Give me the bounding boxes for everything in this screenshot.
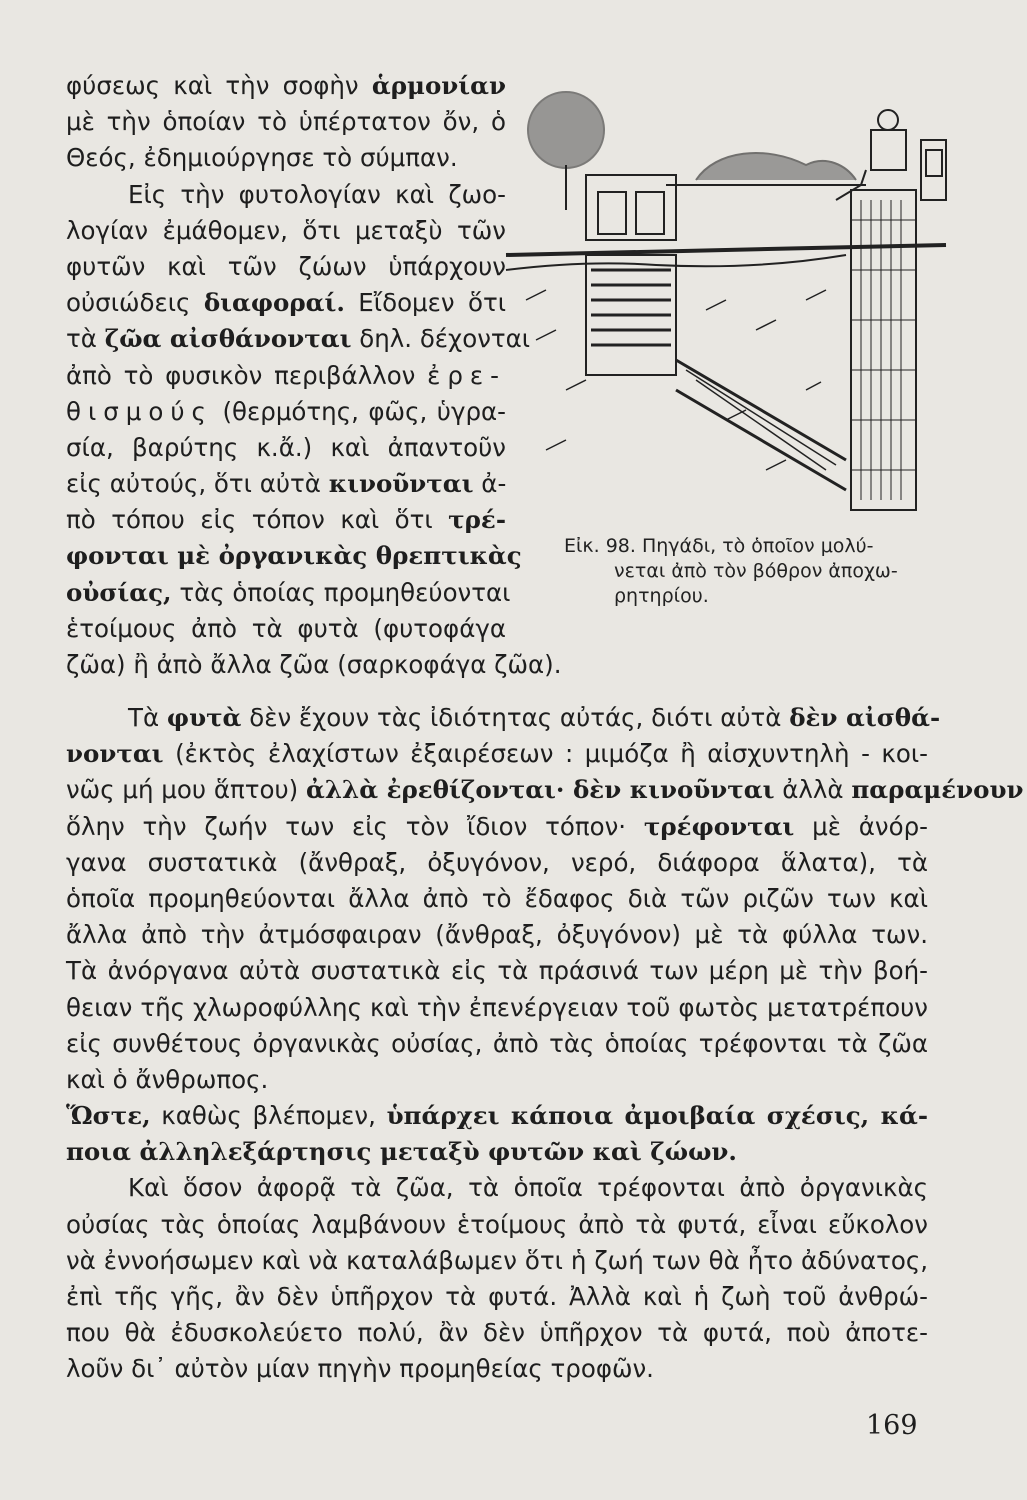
text-line [66, 736, 928, 772]
text-line [66, 953, 928, 989]
bold-text: παραμένουν [851, 775, 1024, 805]
text-line [66, 213, 506, 249]
text-run: οὐσιώδεις [66, 288, 204, 318]
bold-text: ὑπάρχει κάποια ἀμοιβαία σχέσις, κά- [386, 1101, 928, 1131]
text-run: ἀπὸ τὸ φυσικὸν περιβάλλον [66, 360, 428, 390]
text-line [66, 466, 506, 502]
bold-text: Ὥστε, [66, 1101, 151, 1131]
spaced-text: ἐρε- [427, 360, 506, 390]
bold-text: νονται [66, 739, 164, 769]
bold-text: ποια ἀλληλεξάρτησις μεταξὺ φυτῶν καὶ ζώων. [66, 1137, 737, 1167]
text-run: γανα συστατικὰ (ἄνθραξ, ὀξυγόνον, νερό, διάφορα ἅλατα), τὰ [66, 847, 928, 877]
text-line [66, 990, 928, 1026]
text-run: Τὰ ἀνόργανα αὐτὰ συστατικὰ εἰς τὰ πράσινά των μέρη μὲ τὴν βοή- [66, 956, 928, 986]
text-run: δὲν ἔχουν τὰς ἰδιότητας αὐτάς, διότι αὐτὰ [241, 703, 790, 732]
bold-text: δὲν αἰσθά- [789, 703, 941, 732]
text-run: ἀλλὰ [774, 775, 852, 805]
figure-well-cesspit-illustration [506, 70, 946, 520]
figure-caption [564, 534, 934, 609]
text-run: ἐπὶ τῆς γῆς, ἂν δὲν ὑπῆρχον τὰ φυτά. Ἀλλὰ καὶ ἡ ζωὴ τοῦ ἀνθρώ- [66, 1282, 928, 1311]
text-run: εἰς αὐτούς, ὅτι αὐτὰ [66, 469, 329, 499]
text-run: ἑτοίμους ἀπὸ τὰ φυτὰ (φυτοφάγα [66, 613, 506, 643]
text-line [66, 647, 562, 683]
text-run: σία, βαρύτης κ.ἄ.) καὶ ἀπαντοῦν [66, 432, 506, 462]
text-line [66, 430, 506, 466]
text-line [66, 1207, 928, 1243]
text-run: Θεός, ἐδημιούργησε τὸ σύμπαν. [66, 143, 458, 173]
bold-text: τρέ- [448, 505, 506, 535]
text-line [66, 68, 506, 104]
text-run: νὰ ἐννοήσωμεν καὶ νὰ καταλάβωμεν ὅτι ἡ ζωή των θὰ ἦτο ἀδύνατος, [66, 1245, 928, 1275]
text-line [66, 1170, 928, 1206]
text-line [66, 394, 506, 430]
caption-line: Εἰκ. 98. Πηγάδι, τὸ ὁποῖον μολύ- [564, 535, 874, 557]
text-line [66, 1026, 928, 1062]
bold-text: ἁρμονίαν [371, 71, 506, 100]
bold-text: διαφοραί. [203, 288, 345, 318]
text-line [66, 1134, 928, 1170]
text-line [66, 538, 522, 574]
text-column [66, 68, 562, 683]
text-run: νῶς μή μου ἅπτου) [66, 775, 306, 805]
text-run: Εἰς τὴν φυτολογίαν καὶ ζωο- [128, 179, 506, 209]
bold-text: τρέφονται [643, 811, 795, 841]
text-line [66, 358, 506, 394]
text-run: ἀ- [473, 469, 507, 499]
text-line [66, 177, 506, 213]
text-line [66, 575, 511, 611]
text-run: Καὶ ὅσον ἀφορᾷ τὰ ζῶα, τὰ ὁποῖα τρέφονται ἀπὸ ὀργανικὰς [128, 1173, 928, 1203]
text-line [66, 1315, 928, 1351]
text-line [66, 1279, 928, 1315]
bold-text: οὐσίας, [66, 577, 172, 607]
text-run: ὅλην τὴν ζωήν των εἰς τὸν ἴδιον τόπον· [66, 811, 644, 841]
text-line [66, 249, 506, 285]
text-line [66, 772, 1024, 808]
text-line [66, 881, 928, 917]
text-run: φύσεως καὶ τὴν σοφὴν [66, 71, 372, 100]
text-run: Τὰ [128, 703, 167, 732]
text-run: που θὰ ἐδυσκολεύετο πολύ, ἂν δὲν ὑπῆρχον τὰ φυτά, ποὺ ἀποτε- [66, 1318, 928, 1348]
text-line [66, 1098, 928, 1134]
bold-text: ζῶα αἰσθάνονται [104, 324, 352, 354]
text-line [66, 917, 928, 953]
text-run: ζῶα) ἢ ἀπὸ ἄλλα ζῶα (σαρκοφάγα ζῶα). [66, 650, 562, 679]
bold-text: ἀλλὰ ἐρεθίζονται· δὲν κινοῦνται [305, 775, 775, 805]
text-run: λογίαν ἐμάθομεν, ὅτι μεταξὺ τῶν [66, 215, 506, 245]
page-number: 169 [866, 1410, 918, 1441]
text-line [66, 502, 506, 538]
text-line [66, 285, 506, 321]
text-run: θειαν τῆς χλωροφύλλης καὶ τὴν ἐπενέργειαν τοῦ φωτὸς μετατρέπουν [66, 992, 928, 1022]
text-run: φυτῶν καὶ τῶν ζώων ὑπάρχουν [66, 251, 506, 281]
text-run: καὶ ὁ ἄνθρωπος. [66, 1064, 269, 1094]
caption-line: ρητηρίου. [614, 585, 709, 607]
text-line [66, 700, 941, 736]
text-run: ἄλλα ἀπὸ τὴν ἀτμόσφαιραν (ἄνθραξ, ὀξυγόνον) μὲ τὰ φύλλα των. [66, 920, 928, 950]
text-run: οὐσίας τὰς ὁποίας λαμβάνουν ἑτοίμους ἀπὸ τὰ φυτά, εἶναι εὔκολον [66, 1209, 928, 1239]
bold-text: φυτὰ [166, 703, 242, 732]
text-run: λοῦν δι᾽ αὐτὸν μίαν πηγὴν προμηθείας τροφῶν. [66, 1354, 654, 1384]
caption-line: νεται ἀπὸ τὸν βόθρον ἀποχω- [614, 560, 898, 582]
text-run: καθὼς βλέπομεν, [150, 1101, 387, 1131]
text-run: εἰς συνθέτους ὀργανικὰς οὐσίας, ἀπὸ τὰς ὁποίας τρέφονται τὰ ζῶα [66, 1028, 928, 1058]
text-body [66, 700, 1024, 1388]
text-run: ὁποῖα προμηθεύονται ἄλλα ἀπὸ τὸ ἔδαφος διὰ τῶν ριζῶν των καὶ [66, 883, 928, 913]
text-run: (θερμότης, φῶς, ὑγρα- [212, 396, 506, 426]
text-line [66, 140, 506, 176]
text-run: δηλ. δέχονται [351, 324, 531, 354]
text-line [66, 1062, 928, 1098]
spaced-text: θισμούς [66, 396, 213, 426]
text-line [66, 845, 928, 881]
bold-text: φονται μὲ ὀργανικὰς θρεπτικὰς [66, 541, 522, 571]
text-run: (ἐκτὸς ἐλαχίστων ἐξαιρέσεων : μιμόζα ἢ αἰσχυντηλὴ - κοι- [163, 739, 928, 769]
text-line [66, 1351, 928, 1387]
text-run: μὲ ἀνόρ- [794, 811, 929, 841]
text-run: μὲ τὴν ὁποίαν τὸ ὑπέρτατον ὄν, ὁ [66, 107, 506, 137]
text-run: Εἴδομεν ὅτι [344, 288, 506, 318]
text-line [66, 809, 928, 845]
text-run: πὸ τόπου εἰς τόπον καὶ ὅτι [66, 505, 449, 535]
text-line [66, 321, 531, 357]
text-run: τὰ [66, 324, 105, 354]
text-line [66, 104, 506, 140]
text-line [66, 611, 506, 647]
text-run: τὰς ὁποίας προμηθεύονται [171, 577, 511, 607]
bold-text: κινοῦνται [328, 469, 474, 499]
text-line [66, 1243, 928, 1279]
